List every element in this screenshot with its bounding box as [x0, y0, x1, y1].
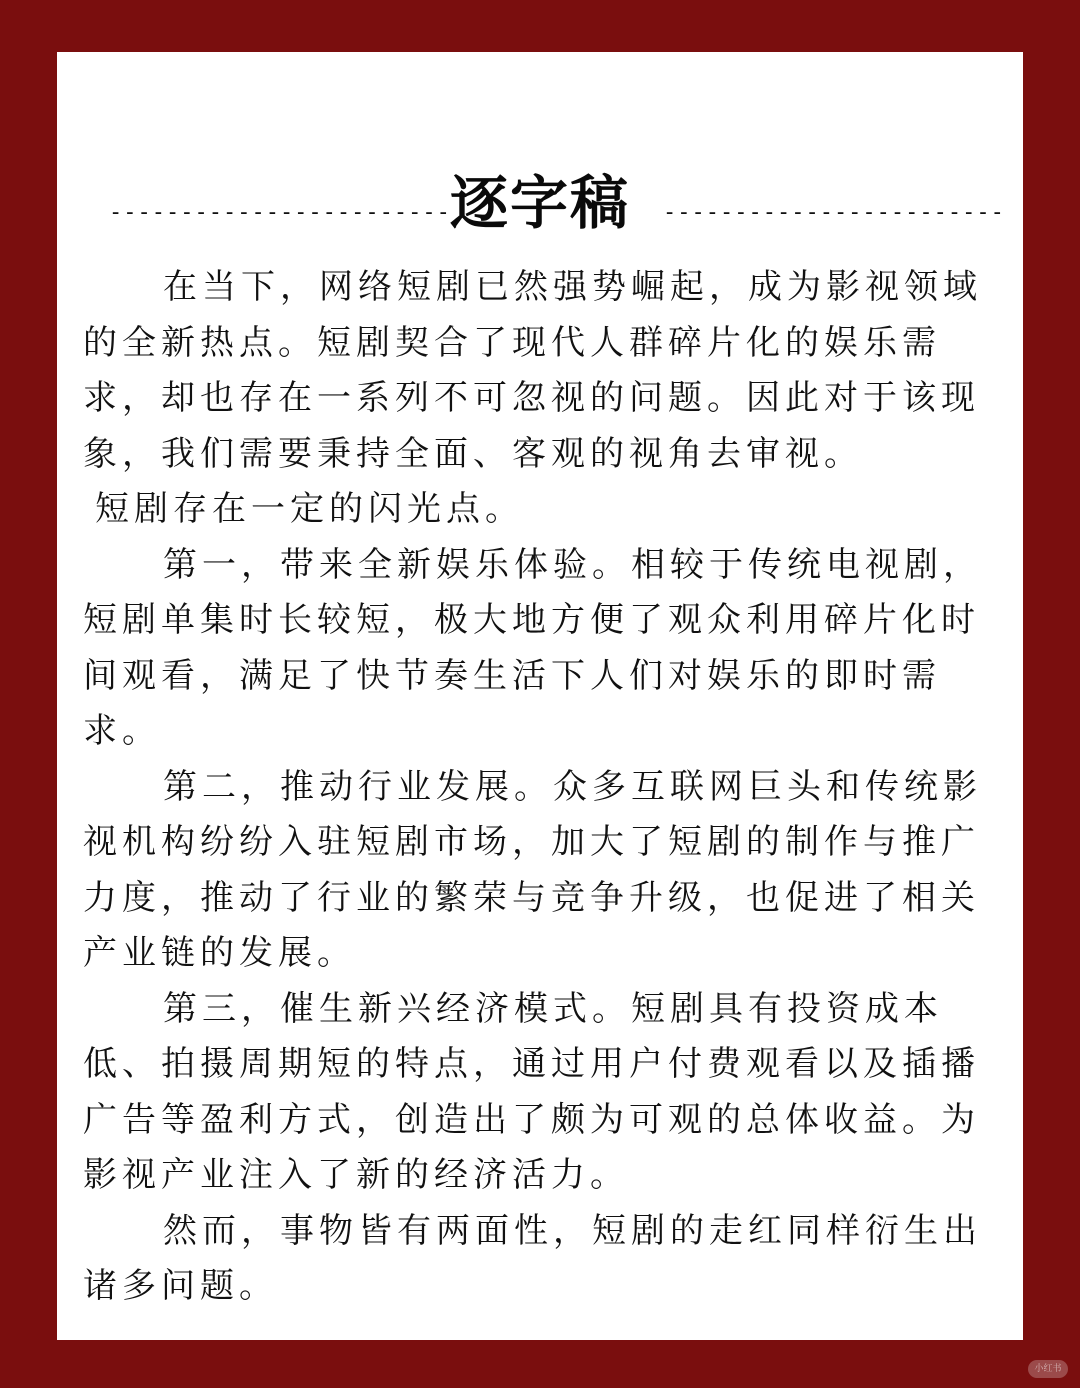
paragraph-highlights: 短剧存在一定的闪光点。: [95, 489, 524, 529]
page-title: 逐字稿: [449, 169, 630, 237]
title-dashes-left: ------------------------: [109, 200, 451, 225]
paragraph-intro: 在当下，网络短剧已然强势崛起，成为影视领域的全新热点。短剧契合了现代人群碎片化的娱乐需求，却也存在一系列不可忽视的问题。因此对于该现象，我们需要秉持全面、客观的视角去审视。: [83, 267, 982, 474]
watermark-logo: 小红书: [1028, 1360, 1068, 1378]
document-page: [57, 52, 1023, 1340]
paragraph-point-two: 第二，推动行业发展。众多互联网巨头和传统影视机构纷纷入驻短剧市场，加大了短剧的制作与推广力度，推动了行业的繁荣与竞争升级，也促进了相关产业链的发展。: [83, 766, 982, 973]
paragraph-however: 然而，事物皆有两面性，短剧的走红同样衍生出诸多问题。: [83, 1210, 982, 1306]
title-row: [57, 170, 1023, 240]
title-dashes-right: ------------------------: [663, 200, 1005, 225]
transcript-body: [83, 260, 987, 1315]
paragraph-point-one: 第一，带来全新娱乐体验。相较于传统电视剧，短剧单集时长较短，极大地方便了观众利用碎片化时间观看，满足了快节奏生活下人们对娱乐的即时需求。: [83, 544, 982, 751]
paragraph-point-three: 第三，催生新兴经济模式。短剧具有投资成本低、拍摄周期短的特点，通过用户付费观看以及插播广告等盈利方式，创造出了颇为可观的总体收益。为影视产业注入了新的经济活力。: [83, 988, 980, 1195]
